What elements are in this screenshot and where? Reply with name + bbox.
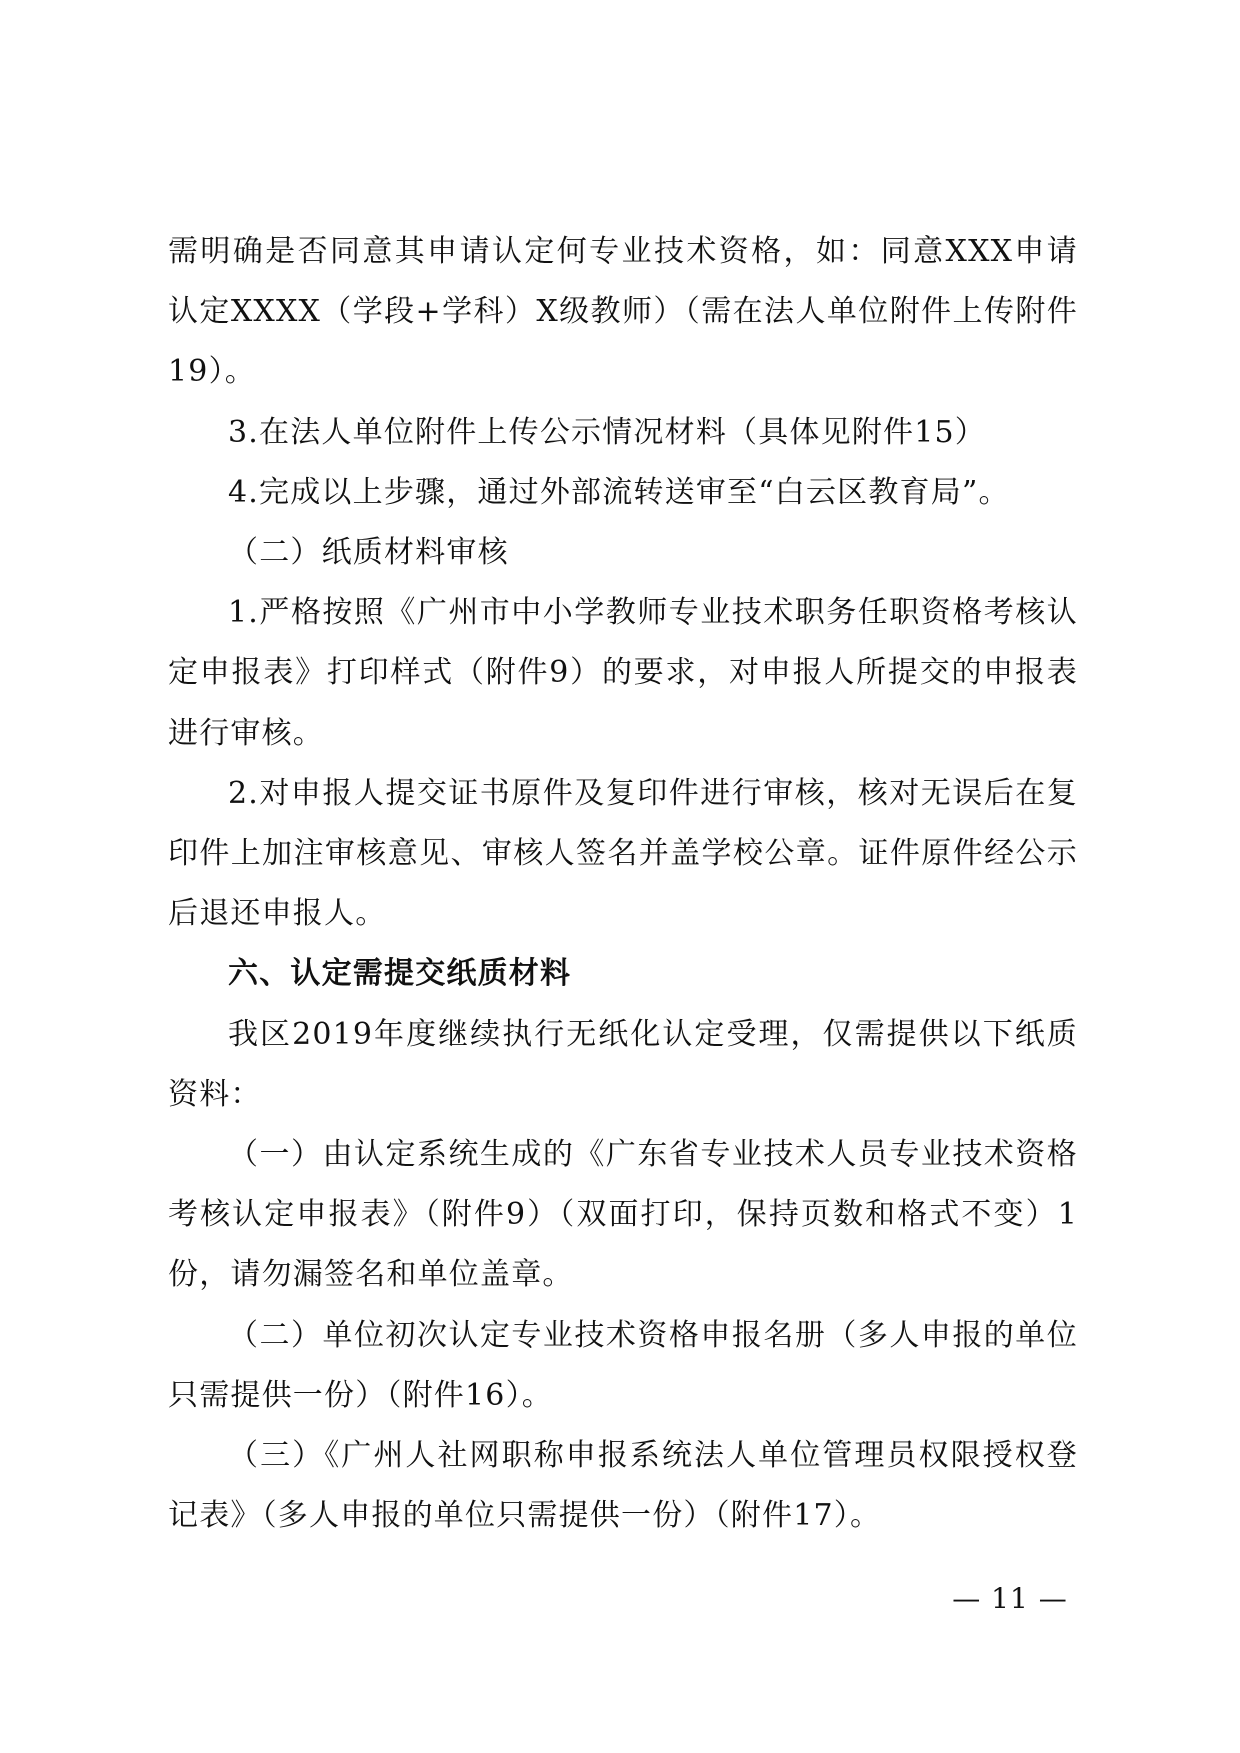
paragraph-step-3: 3.在法人单位附件上传公示情况材料（具体见附件15） <box>228 414 986 450</box>
paragraph-intro: 我区2019年度继续执行无纸化认定受理，仅需提供以下纸质资料： <box>168 1016 1078 1112</box>
page-number: — 11 — <box>952 1582 1068 1615</box>
paragraph-continuation: 需明确是否同意其申请认定何专业技术资格，如：同意XXX申请认定XXXX（学段+学科）X级教师）（需在法人单位附件上传附件19）。 <box>168 234 1078 390</box>
paragraph-item-1: （一）由认定系统生成的《广东省专业技术人员专业技术资格考核认定申报表》（附件9）（双面打印，保持页数和格式不变）1份，请勿漏签名和单位盖章。 <box>168 1137 1078 1293</box>
paragraph-review-1: 1.严格按照《广州市中小学教师专业技术职务任职资格考核认定申报表》打印样式（附件9）的要求，对申报人所提交的申报表进行审核。 <box>168 595 1078 751</box>
paragraph-item-3: （三）《广州人社网职称申报系统法人单位管理员权限授权登记表》（多人申报的单位只需提供一份）（附件17）。 <box>168 1438 1078 1534</box>
paragraph-item-2: （二）单位初次认定专业技术资格申报名册（多人申报的单位只需提供一份）（附件16）。 <box>168 1317 1078 1413</box>
subheading-paper-review: （二）纸质材料审核 <box>228 535 509 571</box>
paragraph-review-2: 2.对申报人提交证书原件及复印件进行审核，核对无误后在复印件上加注审核意见、审核人签名并盖学校公章。证件原件经公示后退还申报人。 <box>168 775 1078 932</box>
section-heading-6: 六、认定需提交纸质材料 <box>228 956 572 992</box>
document-body <box>168 222 1078 1546</box>
paragraph-step-4: 4.完成以上步骤，通过外部流转送审至“白云区教育局”。 <box>228 474 1010 510</box>
